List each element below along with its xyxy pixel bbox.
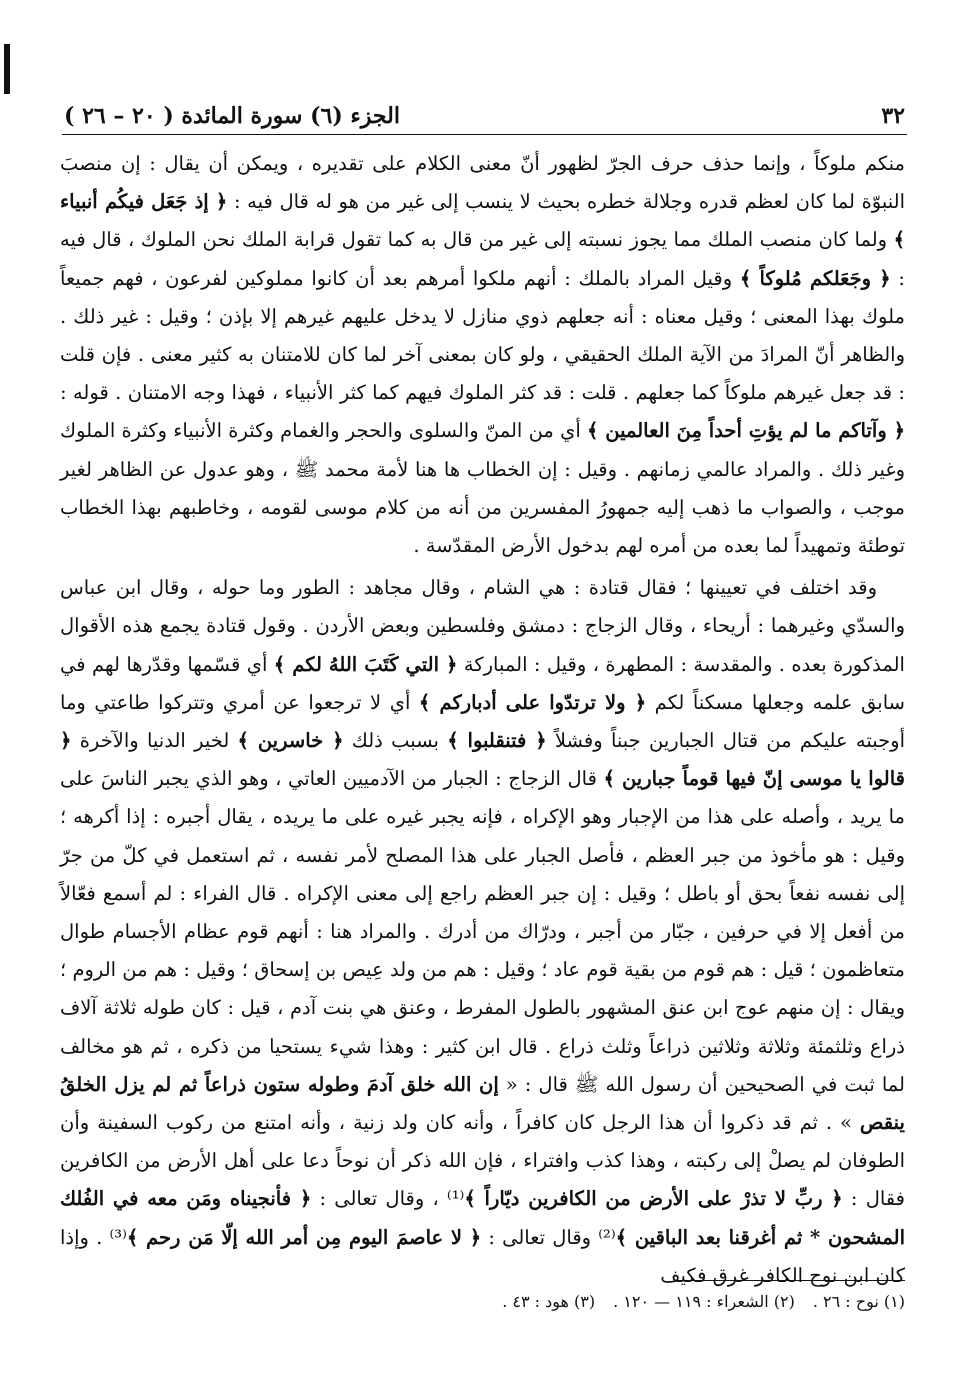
quran-quote: ﴿ فأنجيناه ومَن معه في الفُلك المشحون * ثم أغرقنا بعد الباقين ﴾	[60, 1187, 905, 1249]
quran-quote: ﴿ فتنقلبوا ﴾	[447, 729, 547, 753]
quran-quote: إن الله خلق آدمَ وطوله ستون ذراعاً ثم لم يزل الخلقُ ينقص	[60, 1072, 905, 1135]
quran-quote: ﴿ وجَعَلكم مُلوكاً ﴾	[739, 266, 891, 290]
text-segment: ⁽³⁾ . وإذا كان ابن نوح الكافر غرق فكيف	[60, 1225, 905, 1287]
footnotes	[60, 1292, 905, 1311]
quran-quote: ﴿ لا عاصمَ اليوم مِن أمر الله إلّا مَن رحم ﴾	[126, 1225, 482, 1249]
header-rule	[62, 134, 907, 135]
quran-quote: ﴿ ربِّ لا تذرْ على الأرض من الكافرين ديّاراً ﴾	[464, 1187, 843, 1211]
page-number: ٣٢	[881, 103, 905, 129]
text-segment: ⁽¹⁾ ، وقال تعالى :	[311, 1187, 465, 1211]
text-segment: أي قسّمها وقدّرها لهم في سابق علمه وجعلها مسكناً لكم	[60, 652, 906, 714]
footnote-3: (٣) هود : ٤٣ .	[502, 1292, 596, 1311]
quran-quote: ﴿ وآتاكم ما لم يؤتِ أحداً مِنَ العالمين ﴾	[586, 419, 905, 443]
footnote-2: (٢) الشعراء : ١١٩ — ١٢٠ .	[613, 1292, 795, 1311]
footnote-1: (١) نوح : ٢٦ .	[812, 1292, 905, 1311]
quran-quote: ﴿ قالوا يا موسى إنّ فيها قوماً جبارين ﴾	[60, 729, 905, 791]
quran-quote: ﴿ خاسرين ﴾	[237, 729, 344, 753]
text-segment: أي لا ترجعوا عن أمري وتتركوا طاعتي وما أوجبته عليكم من قتال الجبارين جبناً وفشلاً	[60, 690, 905, 753]
paragraph-1	[60, 145, 905, 565]
margin-mark	[4, 44, 10, 94]
text-segment: أي من المنّ والسلوى والحجر والغمام وكثرة الأنبياء وكثرة الملوك وغير ذلك . والمراد عالمي زمانهم . وقيل : إن الخطاب ها هنا لأمة محمد ﷺ ، وهو عدول عن الظاهر لغير موجب ، والصواب ما ذهب إليه جمهورُ المفسرين من أنه من كلام موسى لقومه ، وخاطبهم بهذا الخطاب توطئة وتمهيداً لما بعده من أمره لهم بدخول الأرض المقدّسة .	[60, 419, 905, 558]
footnote-rule	[675, 1280, 905, 1281]
text-segment: ⁽²⁾ وقال تعالى :	[481, 1225, 616, 1249]
text-segment: لخير الدنيا والآخرة	[71, 729, 238, 753]
text-segment: وقد اختلف في تعيينها ؛ فقال قتادة : هي الشام ، وقال مجاهد : الطور وما حوله ، وقال ابن عباس والسدّي وغيرهما : أريحاء ، وقال الزجاج : دمشق وفلسطين وبعض الأردن . وقول قتادة يجمع هذه الأقوال المذكورة بعده . والمقدسة : المطهرة ، وقيل : المباركة	[60, 576, 905, 676]
text-segment: ولما كان منصب الملك مما يجوز نسبته إلى غير من قال به كما تقول قرابة الملك نحن الملوك ، قال فيه :	[60, 228, 905, 290]
running-title: الجزء (٦) سورة المائدة ( ٢٠ – ٢٦ )	[64, 103, 400, 129]
text-segment: منكم ملوكاً ، وإنما حذف حرف الجرّ لظهور أنّ معنى الكلام على تقديره ، ويمكن أن يقال : إن منصبَ النبوّة لما كان لعظم قدره وجلالة خطره بحيث لا ينسب إلى غير من هو له قال فيه :	[60, 152, 906, 214]
text-segment: وقيل المراد بالملك : أنهم ملكوا أمرهم بعد أن كانوا مملوكين لفرعون ، فهم جميعاً ملوك بهذا المعنى ؛ وقيل معناه : أنه جعلهم ذوي منازل لا يدخل عليهم غيرهم إلا بإذن ؛ وقيل : غير ذلك . والظاهر أنّ المرادَ من الآية الملك الحقيقي ، ولو كان بمعنى آخر لما كان للامتنان به كثير معنى . فإن قلت : قد جعل غيرهم ملوكاً كما جعلهم . قلت : قد كثر الملوك فيهم كما كثر الأنبياء ، فهذا وجه الامتنان . قوله :	[60, 266, 905, 405]
quran-quote: ﴿ ولا ترتدّوا على أدباركم ﴾	[418, 690, 647, 714]
paragraph-2	[60, 569, 905, 1295]
text-segment: » . ثم قد ذكروا أن هذا الرجل كان كافراً ، وأنه كان ولد زنية ، وأنه امتنع من ركوب السفينة وأن الطوفان لم يصلْ إلى ركبته ، وهذا كذب وافتراء ، فإن الله ذكر أن نوحاً دعا على أهل الأرض من الكافرين فقال :	[60, 1111, 905, 1211]
quran-quote: ﴿ إذ جَعَل فيكُم أنبياء ﴾	[60, 190, 905, 252]
running-header	[64, 98, 905, 134]
main-text	[60, 145, 905, 1295]
quran-quote: ﴿ التي كَتَبَ اللهُ لكم ﴾	[273, 652, 458, 676]
text-segment: قال الزجاج : الجبار من الآدميين العاتي ، وهو الذي يجبر الناسَ على ما يريد ، وأصله على هذا من الإجبار وهو الإكراه ، فإنه يجبر غيره على ما يريده ، يقال أجبره : إذا أكرهه ؛ وقيل : هو مأخوذ من جبر العظم ، فأصل الجبار على هذا المصلح لأمر نفسه ، ثم استعمل في كلّ من جرّ إلى نفسه نفعاً بحق أو باطل ؛ وقيل : إن جبر العظم راجع إلى معنى الإكراه . قال الفراء : لم أسمع فعّالاً من أفعل إلا في حرفين ، جبّار من أجبر ، ودرّاك من أدرك . والمراد هنا : أنهم قوم عظام الأجسام طوال متعاظمون ؛ قيل : هم قوم من بقية قوم عاد ؛ وقيل : هم من ولد عِيص بن إسحاق ؛ وقيل : هم من الروم ؛ ويقال : إن منهم عوج ابن عنق المشهور بالطول المفرط ، وعنق هي بنت آدم ، قيل : كان طوله ثلاثة آلاف ذراع وثلثمئة وثلاثة وثلاثين ذراعاً وثلث ذراع . قال ابن كثير : وهذا شيء يستحيا من ذكره ، ثم هو مخالف لما ثبت في الصحيحين أن رسول الله ﷺ قال : «	[60, 767, 905, 1096]
text-segment: بسبب ذلك	[343, 729, 448, 753]
